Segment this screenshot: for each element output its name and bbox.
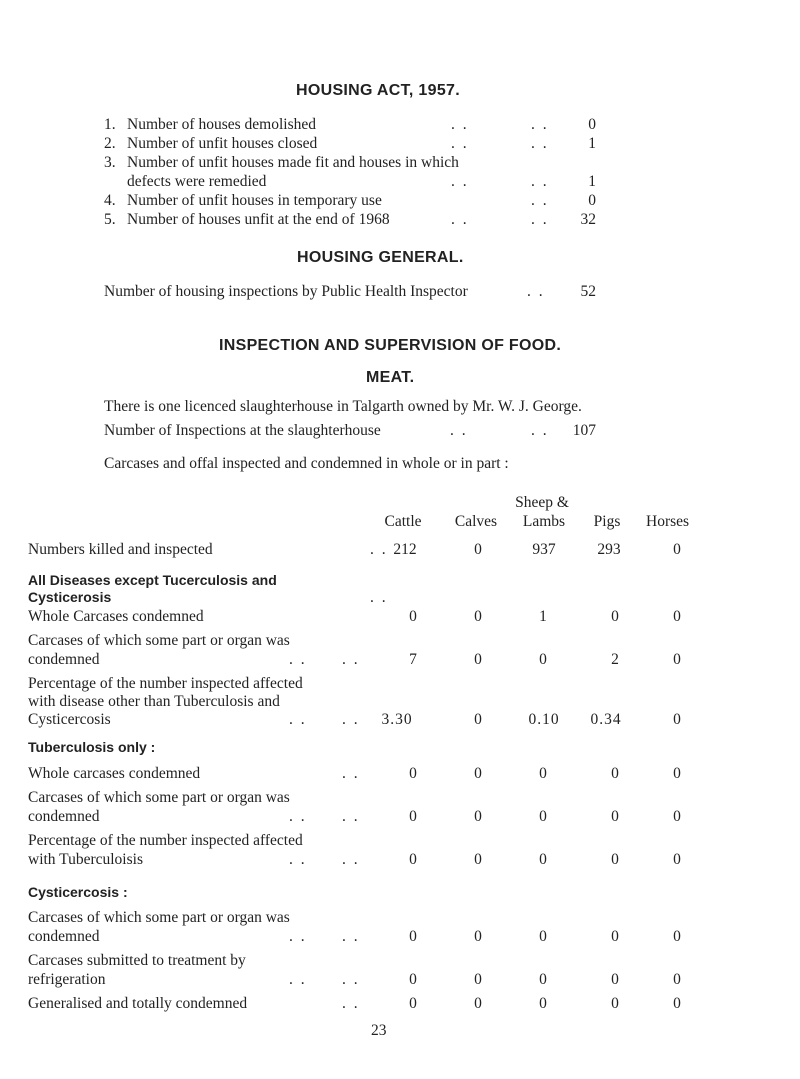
housing-inspections-value: 52: [580, 283, 596, 300]
dot-leader: . .: [342, 711, 360, 728]
dot-leader: . .: [289, 651, 307, 668]
row-label: Whole carcases condemned: [28, 765, 201, 782]
cell-pigs: 0.34: [590, 711, 622, 728]
row-label: Whole Carcases condemned: [28, 608, 204, 625]
dot-leader: . .: [289, 928, 307, 945]
list-item-value: 0: [588, 116, 596, 133]
food-inspection-title: INSPECTION AND SUPERVISION OF FOOD.: [219, 337, 562, 354]
dot-leader: . .: [531, 116, 549, 133]
row-label-line2: with Tuberculoisis: [28, 851, 143, 868]
cell-sheep: 0: [539, 928, 547, 945]
cell-cattle: 0: [409, 995, 417, 1012]
cell-horses: 0: [673, 971, 681, 988]
dot-leader: . .: [342, 808, 360, 825]
cell-sheep: 0: [539, 851, 547, 868]
list-item-value: 32: [580, 211, 596, 228]
dot-leader: . .: [370, 541, 388, 558]
cell-cattle: 0: [409, 928, 417, 945]
row-label-line2: refrigeration: [28, 971, 106, 988]
slaughterhouse-text: There is one licenced slaughterhouse in Talgarth owned by Mr. W. J. George.: [104, 398, 582, 415]
dot-leader: . .: [531, 211, 549, 228]
housing-inspections-label: Number of housing inspections by Public Health Inspector: [104, 283, 468, 300]
dot-leader: . .: [342, 765, 360, 782]
meat-title: MEAT.: [366, 369, 415, 386]
cell-cattle: 0: [409, 608, 417, 625]
dot-leader: . .: [450, 422, 468, 439]
dot-leader: . .: [531, 173, 549, 190]
row-label: Percentage of the number inspected affected: [28, 832, 303, 849]
dot-leader: . .: [342, 651, 360, 668]
cell-horses: 0: [673, 711, 681, 728]
cell-pigs: 0: [611, 851, 619, 868]
cell-cattle: 212: [393, 541, 417, 558]
column-header-calves: Calves: [454, 513, 498, 530]
list-item-value: 1: [588, 173, 596, 190]
cell-calves: 0: [474, 971, 482, 988]
dot-leader: . .: [289, 711, 307, 728]
column-header-pigs: Pigs: [593, 513, 621, 530]
dot-leader: . .: [342, 995, 360, 1012]
row-label-line3: Cysticercosis: [28, 711, 111, 728]
cell-sheep: 937: [532, 541, 556, 558]
dot-leader: . .: [342, 851, 360, 868]
cell-pigs: 0: [611, 928, 619, 945]
section-title-tuberculosis: Tuberculosis only :: [28, 739, 156, 755]
cell-pigs: 0: [611, 995, 619, 1012]
cell-calves: 0: [474, 851, 482, 868]
carcases-intro: Carcases and offal inspected and condemned in whole or in part :: [104, 455, 509, 472]
row-label: Percentage of the number inspected affected: [28, 675, 303, 692]
column-header-lambs: Lambs: [522, 513, 566, 530]
row-label-line2: with disease other than Tuberculosis and: [28, 693, 280, 710]
dot-leader: . .: [289, 808, 307, 825]
cell-sheep: 0: [539, 808, 547, 825]
row-label-line2: condemned: [28, 651, 100, 668]
cell-sheep: 0: [539, 651, 547, 668]
dot-leader: . .: [342, 928, 360, 945]
list-item-text: Number of houses unfit at the end of 1968: [127, 211, 390, 228]
cell-calves: 0: [474, 928, 482, 945]
cell-sheep: 0.10: [528, 711, 560, 728]
row-label: Carcases submitted to treatment by: [28, 952, 246, 969]
dot-leader: . .: [531, 192, 549, 209]
column-header-cattle: Cattle: [384, 513, 422, 530]
list-item-value: 1: [588, 135, 596, 152]
row-label: Generalised and totally condemned: [28, 995, 248, 1012]
slaughterhouse-inspections-label: Number of Inspections at the slaughterhouse: [104, 422, 381, 439]
dot-leader: . .: [451, 173, 469, 190]
dot-leader: . .: [451, 116, 469, 133]
cell-calves: 0: [474, 541, 482, 558]
page-number: 23: [371, 1022, 387, 1039]
housing-general-title: HOUSING GENERAL.: [297, 249, 464, 266]
cell-cattle: 7: [409, 651, 417, 668]
column-header-horses: Horses: [646, 513, 690, 530]
dot-leader: . .: [289, 851, 307, 868]
row-label: Carcases of which some part or organ was: [28, 909, 290, 926]
cell-horses: 0: [673, 995, 681, 1012]
row-label: Carcases of which some part or organ was: [28, 632, 290, 649]
cell-pigs: 0: [611, 808, 619, 825]
cell-horses: 0: [673, 541, 681, 558]
dot-leader: . .: [451, 135, 469, 152]
cell-cattle: 0: [409, 851, 417, 868]
list-item-value: 0: [588, 192, 596, 209]
list-item-text: Number of unfit houses closed: [127, 135, 318, 152]
housing-act-title: HOUSING ACT, 1957.: [296, 82, 460, 99]
row-label-line2: condemned: [28, 808, 100, 825]
list-item-text: defects were remedied: [127, 173, 267, 190]
cell-cattle: 0: [409, 971, 417, 988]
dot-leader: . .: [370, 589, 388, 606]
cell-calves: 0: [474, 765, 482, 782]
dot-leader: . .: [342, 971, 360, 988]
section-title-all-diseases: All Diseases except Tucerculosis and: [28, 572, 277, 588]
cell-horses: 0: [673, 851, 681, 868]
cell-calves: 0: [474, 651, 482, 668]
cell-pigs: 2: [611, 651, 619, 668]
list-item-number: 2.: [104, 135, 116, 152]
dot-leader: . .: [531, 422, 549, 439]
list-item-number: 1.: [104, 116, 116, 133]
column-header-sheep: Sheep &: [515, 494, 569, 511]
row-label-line2: condemned: [28, 928, 100, 945]
list-item-text: Number of unfit houses made fit and houses in which: [127, 154, 459, 171]
cell-sheep: 0: [539, 995, 547, 1012]
row-label: Numbers killed and inspected: [28, 541, 213, 558]
cell-calves: 0: [474, 608, 482, 625]
cell-cattle: 3.30: [381, 711, 413, 728]
cell-sheep: 0: [539, 971, 547, 988]
cell-horses: 0: [673, 651, 681, 668]
dot-leader: . .: [527, 283, 545, 300]
cell-calves: 0: [474, 995, 482, 1012]
cell-pigs: 0: [611, 608, 619, 625]
cell-sheep: 0: [539, 765, 547, 782]
cell-calves: 0: [474, 711, 482, 728]
cell-sheep: 1: [539, 608, 547, 625]
cell-horses: 0: [673, 808, 681, 825]
row-label: Carcases of which some part or organ was: [28, 789, 290, 806]
list-item-text: Number of houses demolished: [127, 116, 316, 133]
cell-cattle: 0: [409, 808, 417, 825]
section-title-cysticercosis: Cysticercosis :: [28, 884, 128, 900]
cell-pigs: 0: [611, 765, 619, 782]
cell-horses: 0: [673, 608, 681, 625]
list-item-number: 4.: [104, 192, 116, 209]
dot-leader: . .: [289, 971, 307, 988]
dot-leader: . .: [531, 135, 549, 152]
list-item-text: Number of unfit houses in temporary use: [127, 192, 382, 209]
list-item-number: 3.: [104, 154, 116, 171]
cell-horses: 0: [673, 928, 681, 945]
cell-cattle: 0: [409, 765, 417, 782]
list-item-number: 5.: [104, 211, 116, 228]
dot-leader: . .: [451, 211, 469, 228]
cell-calves: 0: [474, 808, 482, 825]
cell-pigs: 0: [611, 971, 619, 988]
cell-horses: 0: [673, 765, 681, 782]
slaughterhouse-inspections-value: 107: [572, 422, 596, 439]
cell-pigs: 293: [597, 541, 621, 558]
section-title-all-diseases-line2: Cysticerosis: [28, 589, 112, 605]
